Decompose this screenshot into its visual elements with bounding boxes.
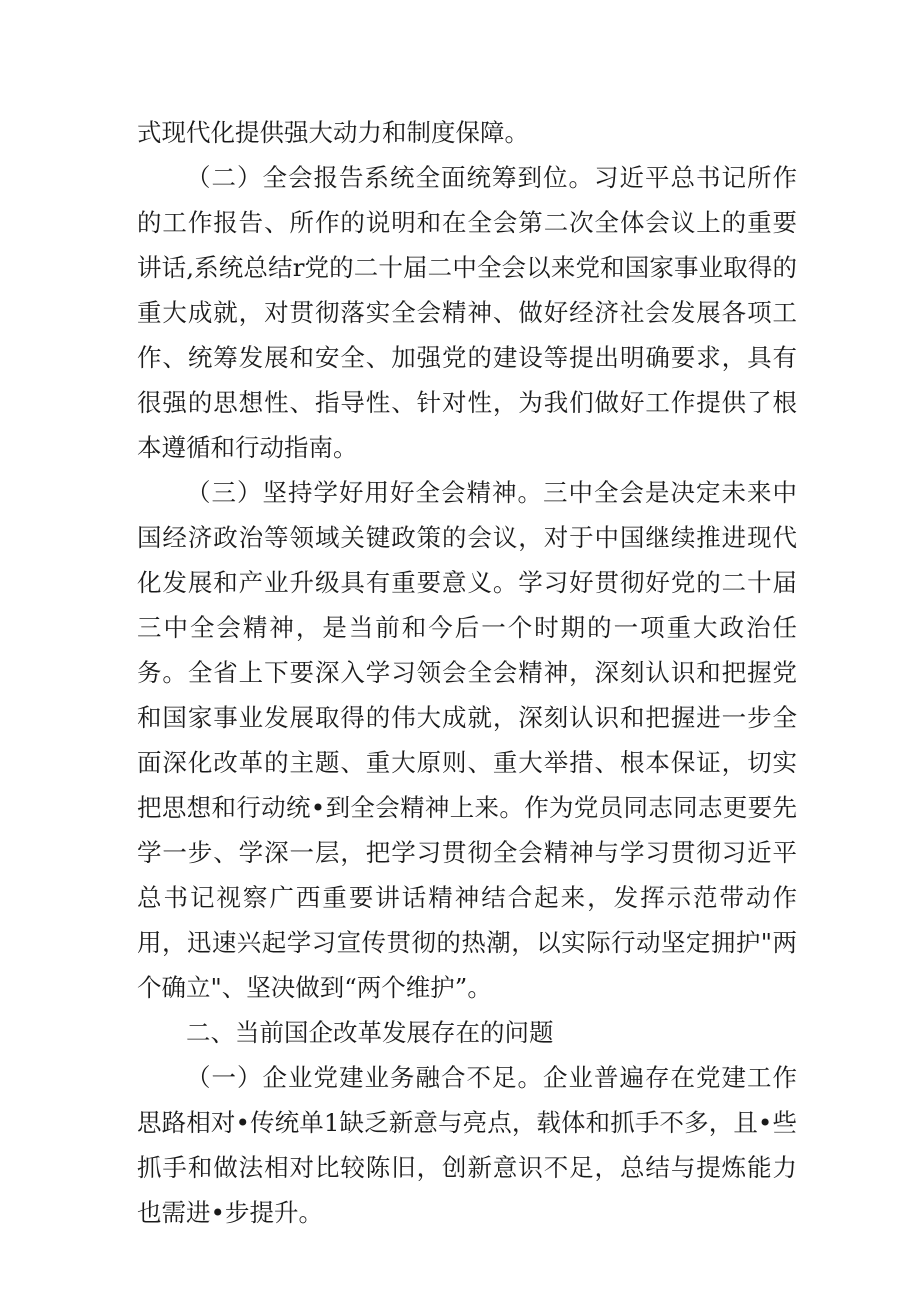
paragraph-continuation: 式现代化提供强大动力和制度保障。	[137, 118, 529, 147]
section-heading-problems: 二、当前国企改革发展存在的问题	[186, 1018, 554, 1047]
document-body	[137, 110, 797, 1235]
paragraph-section-2: （二）全会报告系统全面统筹到位。习近平总书记所作的工作报告、所作的说明和在全会第二次全体会议上的重要讲话,系统总结r党的二十届二中全会以来党和国家事业取得的重大成就，对贯彻落实全会精神、做好经济社会发展各项工作、统筹发展和安全、加强党的建设等提出明确要求，具有很强的思想性、指导性、针对性，为我们做好工作提供了根本遵循和行动指南。	[137, 163, 797, 462]
paragraph-section-3: （三）坚持学好用好全会精神。三中全会是决定未来中国经济政治等领域关键政策的会议，对于中国继续推进现代化发展和产业升级具有重要意义。学习好贯彻好党的二十届三中全会精神，是当前和今后一个时期的一项重大政治任务。全省上下要深入学习领会全会精神，深刻认识和把握党和国家事业发展取得的伟大成就，深刻认识和把握进一步全面深化改革的主题、重大原则、重大举措、根本保证，切实把思想和行动统•到全会精神上来。作为党员同志同志更要先学一步、学深一层，把学习贯彻全会精神与学习贯彻习近平总书记视察广西重要讲话精神结合起来，发挥示范带动作用，迅速兴起学习宣传贯彻的热潮，以实际行动坚定拥护"两个确立"、坚决做到“两个维护”。	[137, 478, 797, 1002]
paragraph-problem-1: （一）企业党建业务融合不足。企业普遍存在党建工作思路相对•传统单1缺乏新意与亮点，载体和抓手不多，且•些抓手和做法相对比较陈旧，创新意识不足，总结与提炼能力也需进•步提升。	[137, 1063, 797, 1227]
